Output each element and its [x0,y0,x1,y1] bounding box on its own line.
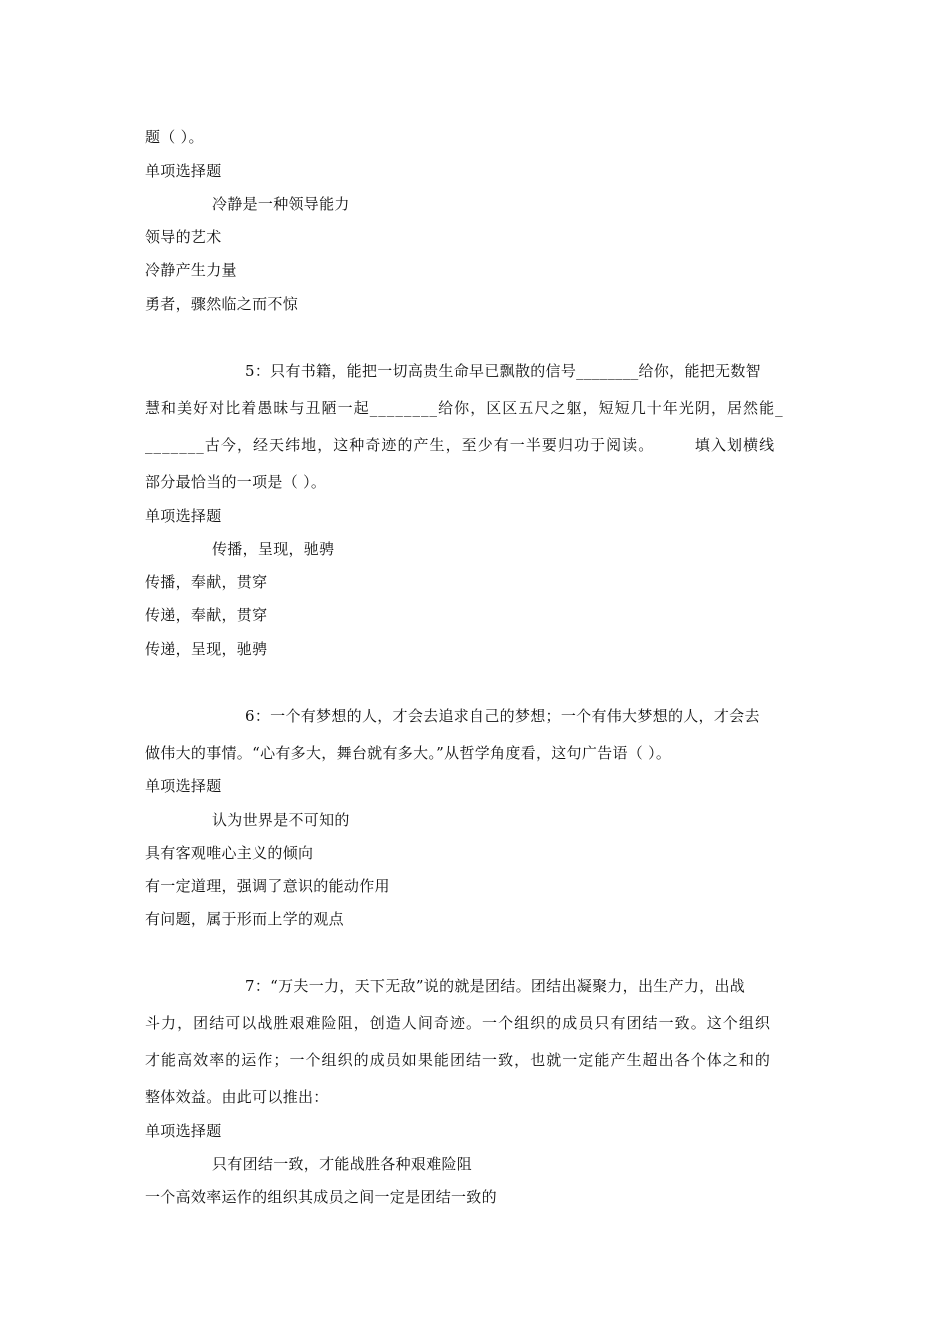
question-5-option-d: 传递，呈现，驰骋 [145,640,268,658]
question-4-option-a: 冷静是一种领导能力 [212,195,350,213]
question-4-option-c: 冷静产生力量 [145,261,237,279]
question-6-line-2: 做伟大的事情。“心有多大，舞台就有多大。”从哲学角度看，这句广告语（ ）。 [145,744,672,762]
question-5-option-c: 传递，奉献，贯穿 [145,606,268,624]
question-7-type: 单项选择题 [145,1122,222,1140]
question-7-line-4: 整体效益。由此可以推出： [145,1088,329,1106]
question-6-option-b: 具有客观唯心主义的倾向 [145,844,314,862]
question-6-type: 单项选择题 [145,777,222,795]
question-6-option-a: 认为世界是不可知的 [212,811,350,829]
question-5-line-3: _______古今，经天纬地，这种奇迹的产生，至少有一半要归功于阅读。 填入划横线 [145,436,776,454]
question-7-line-3: 才能高效率的运作；一个组织的成员如果能团结一致，也就一定能产生超出各个体之和的 [145,1051,771,1069]
question-6-line-1: 6：一个有梦想的人，才会去追求自己的梦想；一个有伟大梦想的人，才会去 [245,707,760,725]
question-7-option-a: 只有团结一致，才能战胜各种艰难险阻 [212,1155,473,1173]
question-7-option-b: 一个高效率运作的组织其成员之间一定是团结一致的 [145,1188,497,1206]
question-7-line-1: 7：“万夫一力，天下无敌”说的就是团结。团结出凝聚力，出生产力，出战 [245,977,746,995]
question-5-line-1: 5：只有书籍，能把一切高贵生命早已飘散的信号________给你，能把无数智 [245,362,761,380]
question-4-type: 单项选择题 [145,162,222,180]
question-4-option-d: 勇者，骤然临之而不惊 [145,295,299,313]
question-5-option-b: 传播，奉献，贯穿 [145,573,268,591]
question-5-line-2: 慧和美好对比着愚昧与丑陋一起________给你，区区五尺之躯，短短几十年光阴，居然能_ [145,399,784,417]
question-4-option-b: 领导的艺术 [145,228,222,246]
question-6-option-c: 有一定道理，强调了意识的能动作用 [145,877,390,895]
question-4-tail: 题（ ）。 [145,128,204,146]
question-7-line-2: 斗力，团结可以战胜艰难险阻，创造人间奇迹。一个组织的成员只有团结一致。这个组织 [145,1014,771,1032]
question-5-type: 单项选择题 [145,507,222,525]
question-5-line-4: 部分最恰当的一项是（ ）。 [145,473,327,491]
question-5-option-a: 传播，呈现，驰骋 [212,540,335,558]
question-6-option-d: 有问题，属于形而上学的观点 [145,910,344,928]
